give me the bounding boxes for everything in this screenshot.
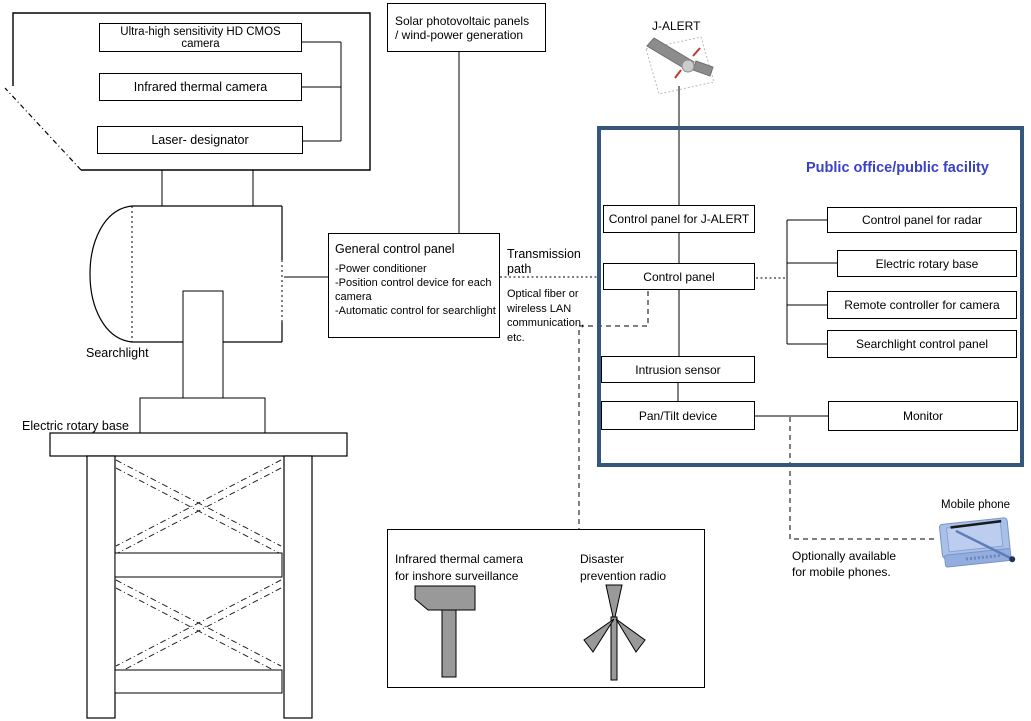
box-laser-designator-label: Laser- designator — [151, 133, 249, 147]
mobile-phone-icon — [939, 517, 1015, 569]
box-hd-cmos-camera — [99, 23, 302, 52]
box-laser-designator — [97, 126, 303, 154]
box-control-panel-radar — [827, 207, 1017, 233]
box-control-panel-radar-label: Control panel for radar — [861, 213, 983, 227]
box-monitor-label: Monitor — [902, 409, 943, 423]
box-remote-controller-camera-label: Remote controller for camera — [844, 298, 1000, 312]
box-intrusion-sensor-label: Intrusion sensor — [635, 362, 721, 377]
box-hd-cmos-camera-label: Ultra-high sensitivity HD CMOS camera — [120, 25, 281, 50]
box-intrusion-sensor — [601, 356, 755, 383]
transmission-path-label: Transmission path — [507, 247, 581, 276]
box-remote-controller-camera — [827, 291, 1017, 319]
jalert-label: J-ALERT — [652, 19, 701, 33]
gcp-item-position: -Position control device for each camera — [335, 277, 492, 303]
box-general-control-panel — [328, 233, 500, 338]
box-control-panel-label: Control panel — [643, 269, 715, 284]
box-control-panel-jalert — [603, 205, 755, 233]
satellite-icon — [646, 37, 714, 94]
gcp-item-automatic: -Automatic control for searchlight — [335, 305, 496, 317]
box-monitor — [828, 401, 1018, 431]
gcp-item-power: -Power conditioner — [335, 263, 427, 275]
box-electric-rotary-base — [837, 250, 1017, 277]
box-pan-tilt-device — [601, 401, 755, 430]
general-control-panel-title: General control panel — [335, 242, 455, 256]
public-office-title: Public office/public facility — [806, 160, 989, 176]
disaster-radio-label: Disaster prevention radio — [580, 552, 667, 583]
box-control-panel — [603, 263, 755, 290]
box-pan-tilt-device-label: Pan/Tilt device — [638, 408, 718, 423]
searchlight-shape — [90, 206, 282, 398]
box-electric-rotary-base-label: Electric rotary base — [875, 256, 979, 271]
searchlight-label: Searchlight — [86, 346, 149, 360]
mobile-phone-label: Mobile phone — [941, 499, 1011, 511]
box-control-panel-jalert-label: Control panel for J-ALERT — [608, 212, 750, 226]
box-solar-wind — [387, 3, 546, 52]
box-infrared-thermal-camera-label: Infrared thermal camera — [133, 80, 268, 94]
tower-shape — [50, 398, 347, 718]
box-searchlight-control-panel-label: Searchlight control panel — [855, 337, 989, 351]
electric-rotary-base-label: Electric rotary base — [22, 419, 129, 433]
mobile-note: Optionally available for mobile phones. — [792, 549, 897, 579]
box-solar-wind-label: Solar photovoltaic panels / wind-power generation — [395, 13, 530, 42]
box-infrared-thermal-camera — [99, 73, 302, 101]
box-searchlight-control-panel — [827, 330, 1017, 358]
transmission-path-subtitle: Optical fiber or wireless LAN communication, etc. — [507, 288, 585, 344]
inshore-camera-label: Infrared thermal camera for inshore surveillance — [395, 552, 524, 583]
